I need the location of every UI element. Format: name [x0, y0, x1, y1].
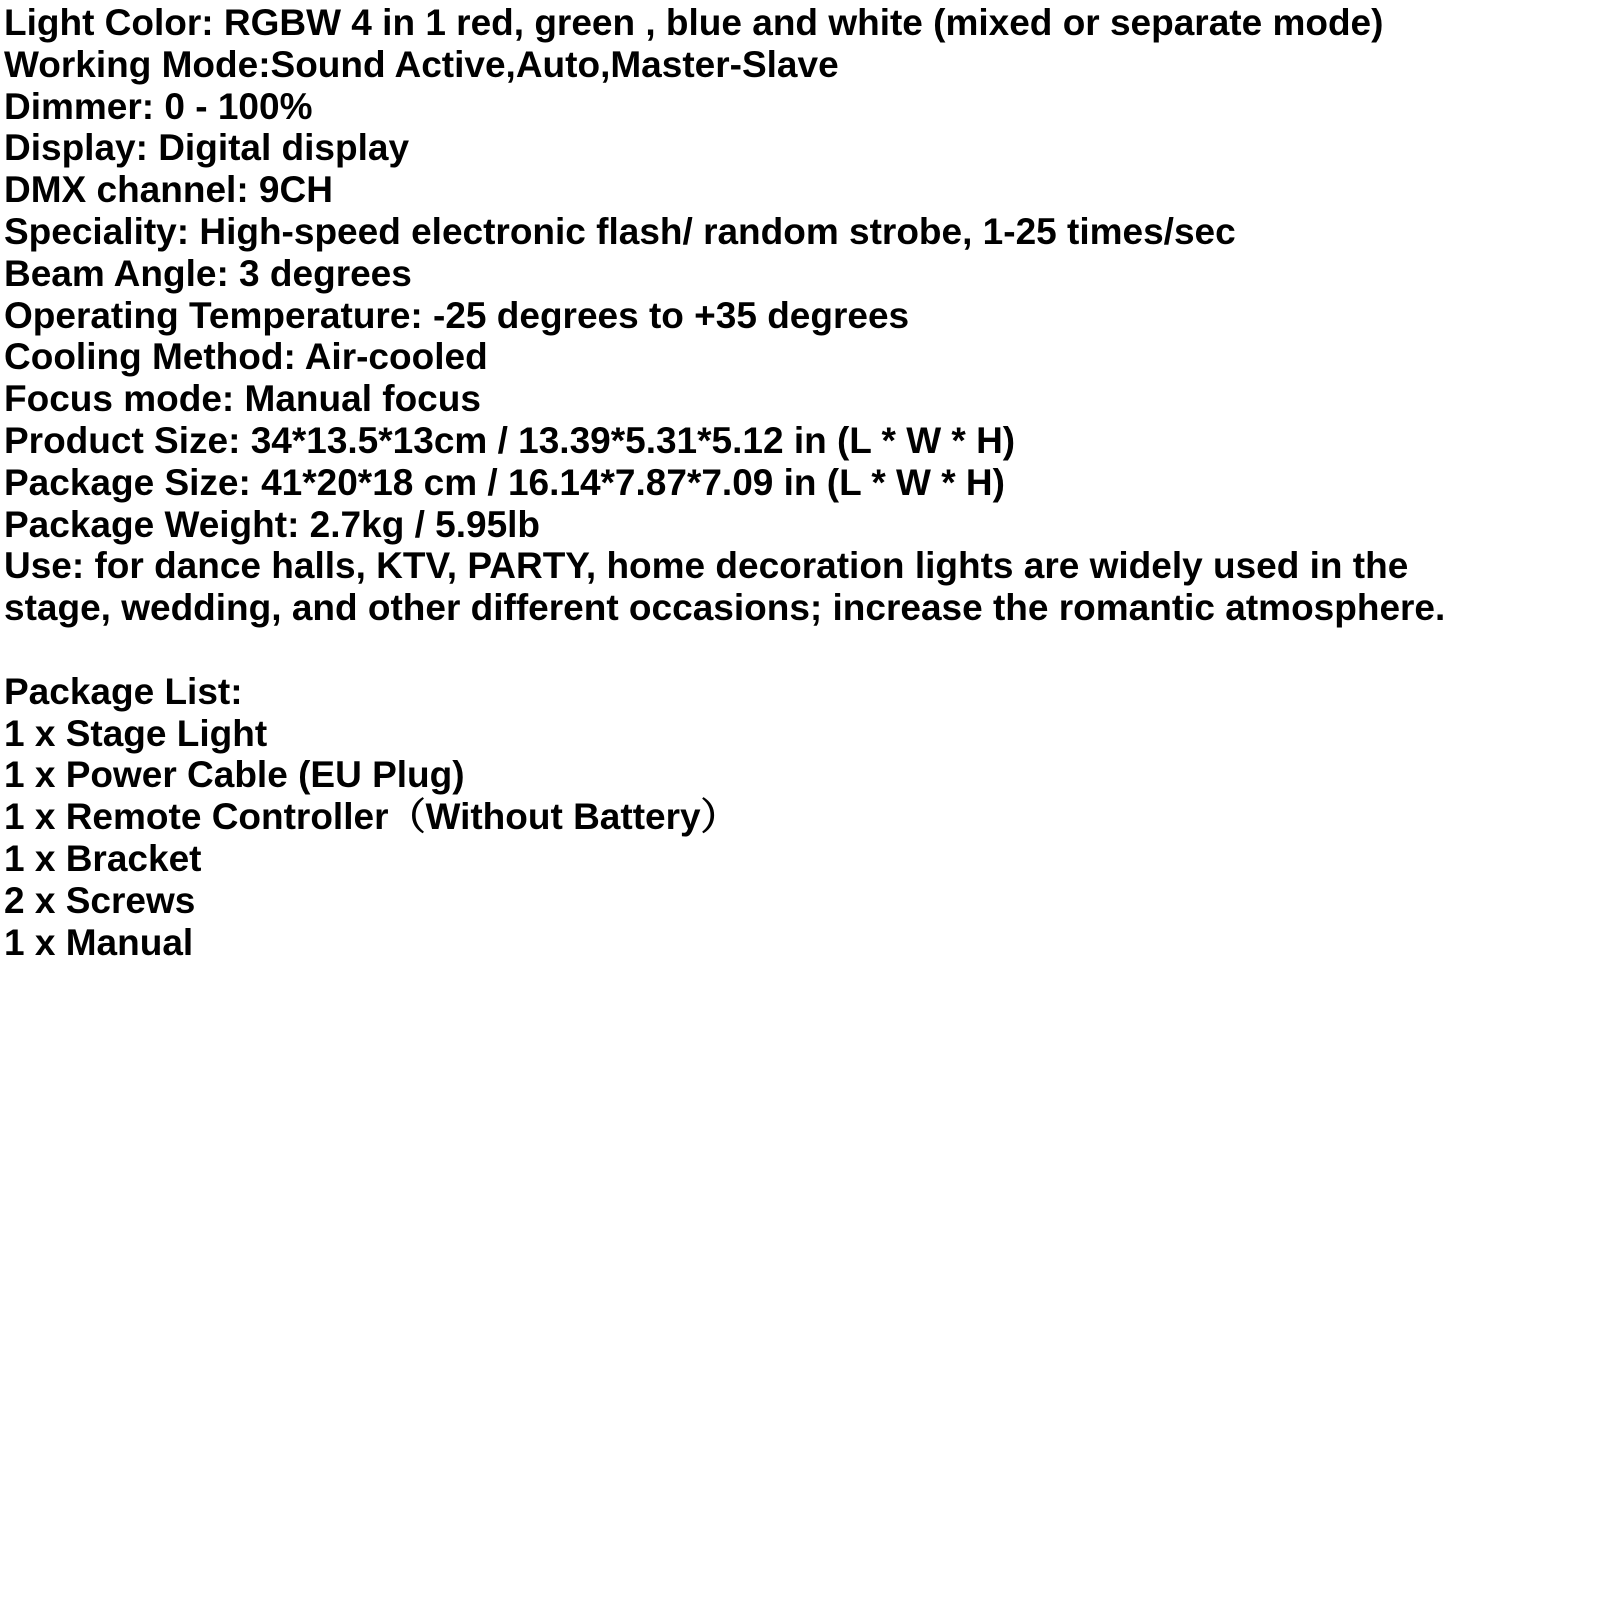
spec-working-mode: Working Mode:Sound Active,Auto,Master-Slave	[4, 43, 839, 85]
product-spec-document	[4, 2, 1596, 963]
package-item-manual: 1 x Manual	[4, 921, 194, 963]
spec-light-color: Light Color: RGBW 4 in 1 red, green , blue and white (mixed or separate mode)	[4, 2, 1384, 43]
spec-use-line-1: Use: for dance halls, KTV, PARTY, home decoration lights are widely used in the	[4, 545, 1409, 587]
spec-beam-angle: Beam Angle: 3 degrees	[4, 252, 412, 294]
spec-package-size: Package Size: 41*20*18 cm / 16.14*7.87*7.09 in (L * W * H)	[4, 461, 1005, 503]
package-item-screws: 2 x Screws	[4, 879, 196, 921]
spec-operating-temperature: Operating Temperature: -25 degrees to +35 degrees	[4, 294, 910, 336]
spec-dimmer: Dimmer: 0 - 100%	[4, 85, 313, 127]
spec-package-weight: Package Weight: 2.7kg / 5.95lb	[4, 503, 541, 545]
spec-cooling-method: Cooling Method: Air-cooled	[4, 336, 488, 378]
spec-display: Display: Digital display	[4, 127, 410, 169]
spec-list	[4, 2, 1596, 629]
spec-speciality: Speciality: High-speed electronic flash/ random strobe, 1-25 times/sec	[4, 210, 1236, 252]
package-list	[4, 671, 1596, 964]
spec-dmx-channel: DMX channel: 9CH	[4, 169, 333, 211]
package-item-stage-light: 1 x Stage Light	[4, 712, 268, 754]
package-item-bracket: 1 x Bracket	[4, 837, 202, 879]
spec-use-line-2: stage, wedding, and other different occasions; increase the romantic atmosphere.	[4, 587, 1446, 629]
package-list-heading: Package List:	[4, 670, 243, 712]
spec-focus-mode: Focus mode: Manual focus	[4, 378, 481, 420]
package-item-remote-controller: 1 x Remote Controller（Without Battery）	[4, 796, 738, 838]
package-item-power-cable: 1 x Power Cable (EU Plug)	[4, 754, 465, 796]
spec-product-size: Product Size: 34*13.5*13cm / 13.39*5.31*5.12 in (L * W * H)	[4, 419, 1016, 461]
section-spacer	[4, 629, 1596, 671]
